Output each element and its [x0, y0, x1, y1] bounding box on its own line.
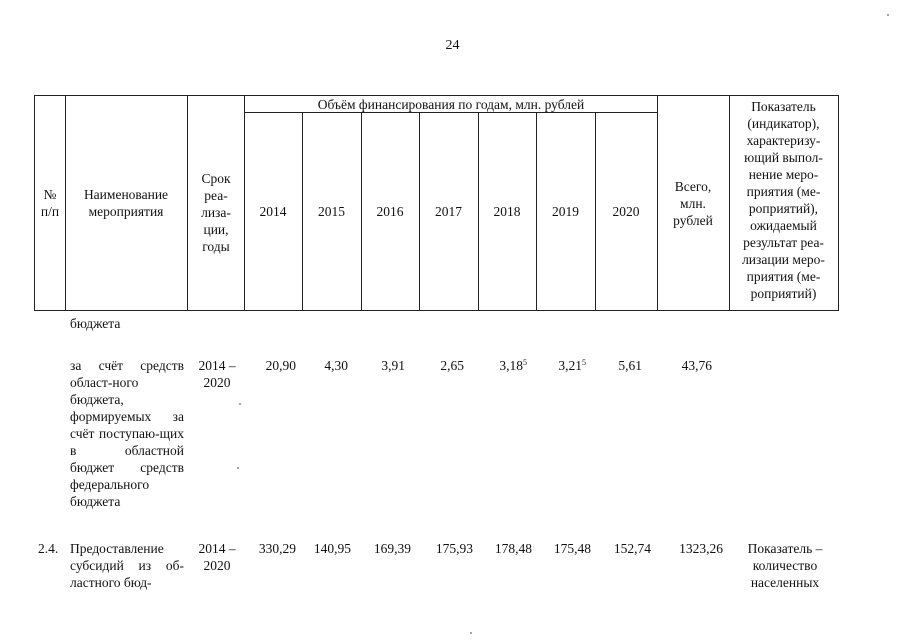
header-num: № п/п	[40, 187, 60, 219]
row-name: Предоставление субсидий из об-ластного бюд-	[70, 541, 184, 590]
footnote-mark: 5	[582, 358, 586, 367]
row-name: за счёт средств област-ного бюджета, формируемых за счёт поступаю-щих в областной бюджет средств федерального бюджета	[70, 358, 184, 509]
scan-speck	[239, 403, 241, 405]
row-value: 2,65	[440, 358, 464, 373]
footnote-mark: 5	[523, 358, 527, 367]
header-year: 2017	[435, 204, 462, 219]
row-value: 5,61	[618, 358, 642, 373]
carry-over-text: бюджета	[70, 316, 121, 331]
page-number: 24	[445, 38, 460, 53]
row-value: 3,21	[558, 358, 582, 373]
row-value: 152,74	[613, 541, 651, 556]
row-value: 4,30	[324, 358, 348, 373]
header-total: Всего, млн. рублей	[673, 179, 713, 228]
row-value-with-footnote	[536, 357, 586, 374]
row-value: 169,39	[373, 541, 411, 556]
header-name: Наименование мероприятия	[83, 187, 169, 219]
scan-speck	[887, 14, 889, 16]
row-value: 140,95	[313, 541, 351, 556]
row-indicator: Показатель – количество населенных	[747, 541, 823, 590]
header-year: 2014	[259, 204, 287, 219]
row-term-from: 2014 –	[198, 541, 236, 556]
header-year: 2019	[552, 204, 579, 219]
scan-speck	[237, 467, 239, 469]
header-year: 2016	[376, 204, 404, 219]
row-value-with-footnote	[478, 357, 527, 374]
header-year: 2020	[612, 204, 640, 219]
row-value: 178,48	[494, 541, 532, 556]
row-term-to: 2020	[203, 558, 231, 573]
header-year: 2018	[493, 204, 521, 219]
row-term-to: 2020	[203, 375, 231, 390]
row-value: 330,29	[258, 541, 296, 556]
row-value: 20,90	[265, 358, 296, 373]
header-term: Срок реа-лиза-ции, годы	[201, 171, 231, 254]
row-num: 2.4.	[38, 541, 59, 556]
header-indicator: Показатель (индикатор), характеризу-ющий выпол-нение меро-приятия (ме-роприятий), ожидаемый результат реа-лизации меро-приятия (ме-роприятий)	[742, 99, 825, 301]
header-year: 2015	[318, 204, 345, 219]
row-value: 175,48	[553, 541, 591, 556]
row-value: 3,91	[381, 358, 405, 373]
row-total: 43,76	[681, 358, 712, 373]
scan-speck	[470, 632, 472, 634]
row-term-from: 2014 –	[198, 358, 236, 373]
row-value: 3,18	[499, 358, 523, 373]
row-value: 175,93	[435, 541, 473, 556]
header-funding-group: Объём финансирования по годам, млн. рублей	[317, 97, 585, 112]
row-total: 1323,26	[679, 541, 723, 556]
